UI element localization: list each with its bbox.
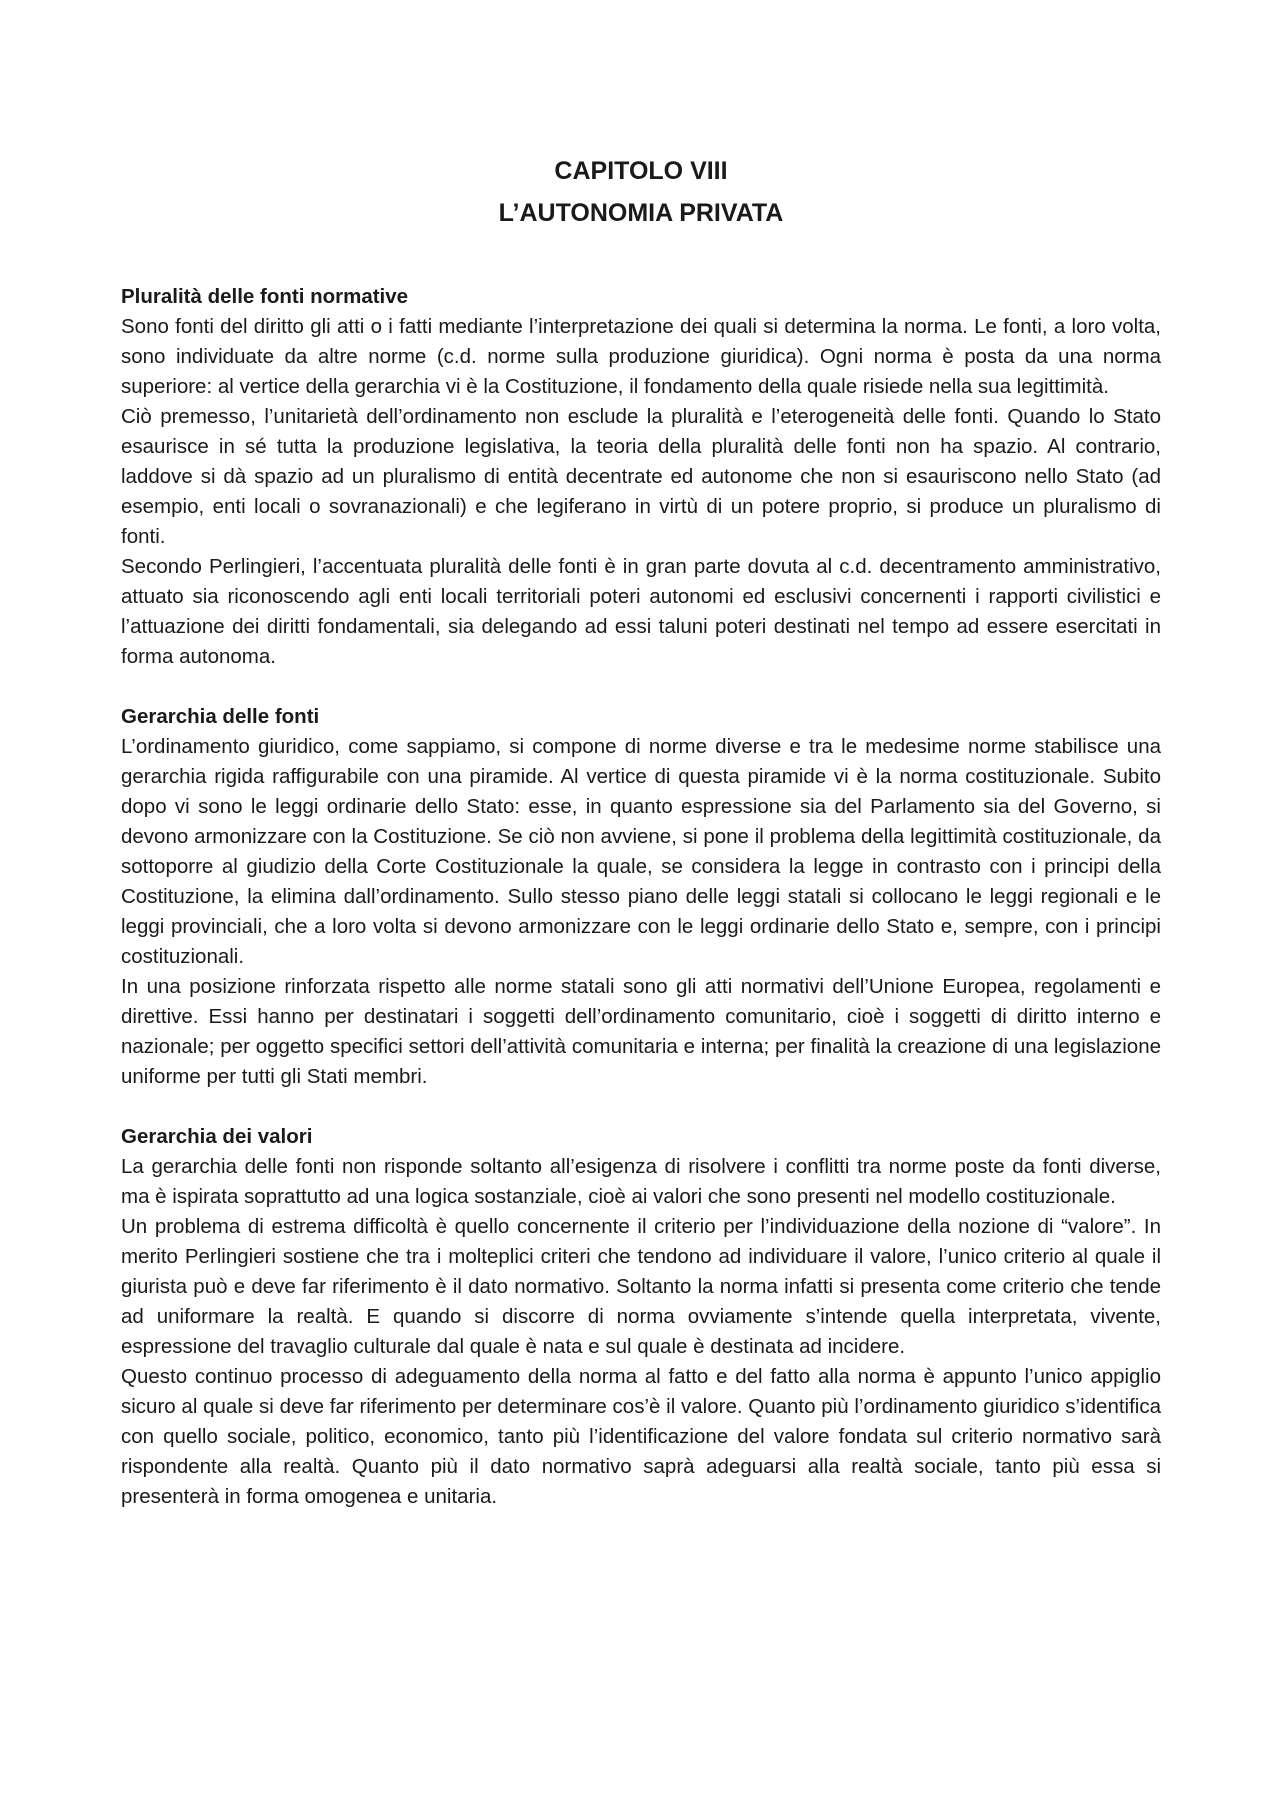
chapter-header bbox=[121, 150, 1161, 234]
paragraph: In una posizione rinforzata rispetto alle norme statali sono gli atti normativi dell’Unione Europea, regolamenti e direttive. Essi hanno per destinatari i soggetti dell’ordinamento comunitario, cioè i soggetti di diritto interno e nazionale; per oggetto specifici settori dell’attività comunitaria e interna; per finalità la creazione di una legislazione uniforme per tutti gli Stati membri. bbox=[121, 975, 1161, 1088]
paragraph: L’ordinamento giuridico, come sappiamo, si compone di norme diverse e tra le medesime norme stabilisce una gerarchia rigida raffigurabile con una piramide. Al vertice di questa piramide vi è la norma costituzionale. Subito dopo vi sono le leggi ordinarie dello Stato: esse, in quanto espressione sia del Parlamento sia del Governo, si devono armonizzare con la Costituzione. Se ciò non avviene, si pone il problema della legittimità costituzionale, da sottoporre al giudizio della Corte Costituzionale la quale, se considera la legge in contrasto con i principi della Costituzione, la elimina dall’ordinamento. Sullo stesso piano delle leggi statali si collocano le leggi regionali e le leggi provinciali, che a loro volta si devono armonizzare con le leggi ordinarie dello Stato e, sempre, con i principi costituzionali. bbox=[121, 735, 1161, 968]
section-gerarchia-fonti bbox=[121, 702, 1161, 1092]
paragraph: Questo continuo processo di adeguamento della norma al fatto e del fatto alla norma è appunto l’unico appiglio sicuro al quale si deve far riferimento per determinare cos’è il valore. Quanto più l’ordinamento giuridico s’identifica con quello sociale, politico, economico, tanto più l’identificazione del valore fondata sul criterio normativo sarà rispondente alla realtà. Quanto più il dato normativo saprà adeguarsi alla realtà sociale, tanto più essa si presenterà in forma omogenea e unitaria. bbox=[121, 1365, 1161, 1508]
section-title: Gerarchia delle fonti bbox=[121, 705, 320, 728]
document-page bbox=[121, 150, 1161, 1542]
paragraph: Sono fonti del diritto gli atti o i fatti mediante l’interpretazione dei quali si determina la norma. Le fonti, a loro volta, sono individuate da altre norme (c.d. norme sulla produzione giuridica). Ogni norma è posta da una norma superiore: al vertice della gerarchia vi è la Costituzione, il fondamento della quale risiede nella sua legittimità. bbox=[121, 315, 1161, 398]
paragraph: La gerarchia delle fonti non risponde soltanto all’esigenza di risolvere i conflitti tra norme poste da fonti diverse, ma è ispirata soprattutto ad una logica sostanziale, cioè ai valori che sono presenti nel modello costituzionale. bbox=[121, 1155, 1161, 1208]
section-title: Pluralità delle fonti normative bbox=[121, 285, 409, 308]
section-gerarchia-valori bbox=[121, 1122, 1161, 1512]
paragraph: Un problema di estrema difficoltà è quello concernente il criterio per l’individuazione della nozione di “valore”. In merito Perlingieri sostiene che tra i molteplici criteri che tendono ad individuare il valore, l’unico criterio al quale il giurista può e deve far riferimento è il dato normativo. Soltanto la norma infatti si presenta come criterio che tende ad uniformare la realtà. E quando si discorre di norma ovviamente s’intende quella interpretata, vivente, espressione del travaglio culturale dal quale è nata e sul quale è destinata ad incidere. bbox=[121, 1215, 1161, 1358]
section-pluralita-fonti bbox=[121, 282, 1161, 672]
section-title: Gerarchia dei valori bbox=[121, 1125, 313, 1148]
chapter-number: CAPITOLO VIII bbox=[554, 157, 728, 185]
paragraph: Secondo Perlingieri, l’accentuata pluralità delle fonti è in gran parte dovuta al c.d. decentramento amministrativo, attuato sia riconoscendo agli enti locali territoriali poteri autonomi ed esclusivi concernenti i rapporti civilistici e l’attuazione dei diritti fondamentali, sia delegando ad essi taluni poteri destinati nel tempo ad essere esercitati in forma autonoma. bbox=[121, 555, 1161, 668]
chapter-title: L’AUTONOMIA PRIVATA bbox=[498, 199, 784, 227]
paragraph: Ciò premesso, l’unitarietà dell’ordinamento non esclude la pluralità e l’eterogeneità delle fonti. Quando lo Stato esaurisce in sé tutta la produzione legislativa, la teoria della pluralità delle fonti non ha spazio. Al contrario, laddove si dà spazio ad un pluralismo di entità decentrate ed autonome che non si esauriscono nello Stato (ad esempio, enti locali o sovranazionali) e che legiferano in virtù di un potere proprio, si produce un pluralismo di fonti. bbox=[121, 405, 1161, 548]
